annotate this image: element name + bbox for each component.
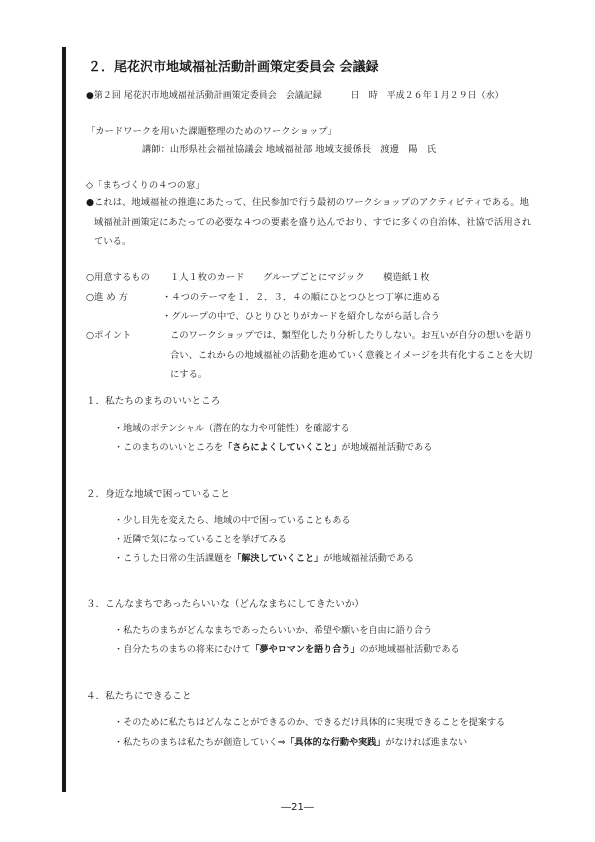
window-heading: ◇「まちづくりの４つの窓」 [86, 180, 205, 191]
meeting-date: 日 時 平成２６年１月２９日（水） [350, 91, 504, 101]
section-item: ・私たちのまちは私たちが創造していく⇒「具体的な行動や実践」がなければ進まない [114, 738, 468, 748]
section-heading: ４．私たちにできること [86, 691, 192, 702]
section-heading: ３．こんなまちであったらいいな（どんなまちにしてきたいか） [86, 599, 365, 610]
description-line-2: 域福祉計画策定にあたっての必要な４つの要素を盛り込んでおり、すでに多くの自治体、社協で活用され [94, 217, 532, 228]
prep-value-materials: １人１枚のカード グループごとにマジック 模造紙１枚 [170, 272, 430, 283]
prep-value-procedure-1: ・４つのテーマを１．２．３．４の順にひとつひとつ丁寧に進める [162, 292, 441, 303]
section-item: ・近隣で気になっていることを挙げてみる [114, 535, 287, 545]
prep-label-point: ○ポイント [86, 330, 132, 341]
section-item: ・自分たちのまちの将来にむけて「夢やロマンを語り合う」のが地域福祉活動である [114, 645, 460, 655]
section-item: ・少し目先を変えたら、地域の中で困っていることもある [114, 516, 351, 526]
workshop-title: 「カードワークを用いた課題整理のためのワークショップ」 [86, 126, 337, 137]
section-item: ・地域のポテンシャル（潜在的な力や可能性）を確認する [114, 424, 350, 434]
workshop-lecturer: 講師：山形県社会福祉協議会 地域福祉部 地域支援係長 渡邊 陽 氏 [142, 144, 437, 155]
prep-label-materials: ○用意するもの [86, 272, 150, 283]
section-heading: １．私たちのまちのいいところ [86, 396, 221, 407]
prep-label-procedure: ○進 め 方 [86, 292, 128, 303]
meeting-meta [86, 88, 504, 101]
prep-value-point-3: にする。 [170, 369, 208, 380]
section-item: ・こうした日常の生活課題を「解決していくこと」が地域福祉活動である [114, 554, 415, 564]
prep-value-procedure-2: ・グループの中で、ひとりひとりがカードを紹介しながら話し合う [162, 311, 440, 322]
section-item: ・このまちのいいところを「さらによくしていくこと」が地域福祉活動である [114, 443, 433, 453]
page-title: ２．尾花沢市地域福祉活動計画策定委員会 会議録 [88, 60, 379, 75]
left-margin-rule [62, 47, 66, 792]
page-number: ―21― [281, 802, 314, 813]
description-line-3: ている。 [94, 236, 132, 247]
section-item: ・そのために私たちはどんなことができるのか、できるだけ具体的に実現できることを提案する [114, 718, 506, 728]
section-item: ・私たちのまちがどんなまちであったらいいか、希望や願いを自由に語り合う [114, 626, 433, 636]
description-line-1: ●これは、地域福祉の推進にあたって、住民参加で行う最初のワークショップのアクティビティである。地 [86, 197, 529, 208]
prep-value-point-1: このワークショップでは、類型化したり分析したりしない。お互いが自分の想いを語り [170, 330, 533, 341]
prep-value-point-2: 合い、これからの地域福祉の活動を進めていく意義とイメージを共有化することを大切 [170, 350, 533, 361]
meeting-name: ●第２回 尾花沢市地域福祉活動計画策定委員会 会議記録 [86, 91, 322, 101]
section-heading: ２．身近な地域で困っていること [86, 489, 230, 500]
